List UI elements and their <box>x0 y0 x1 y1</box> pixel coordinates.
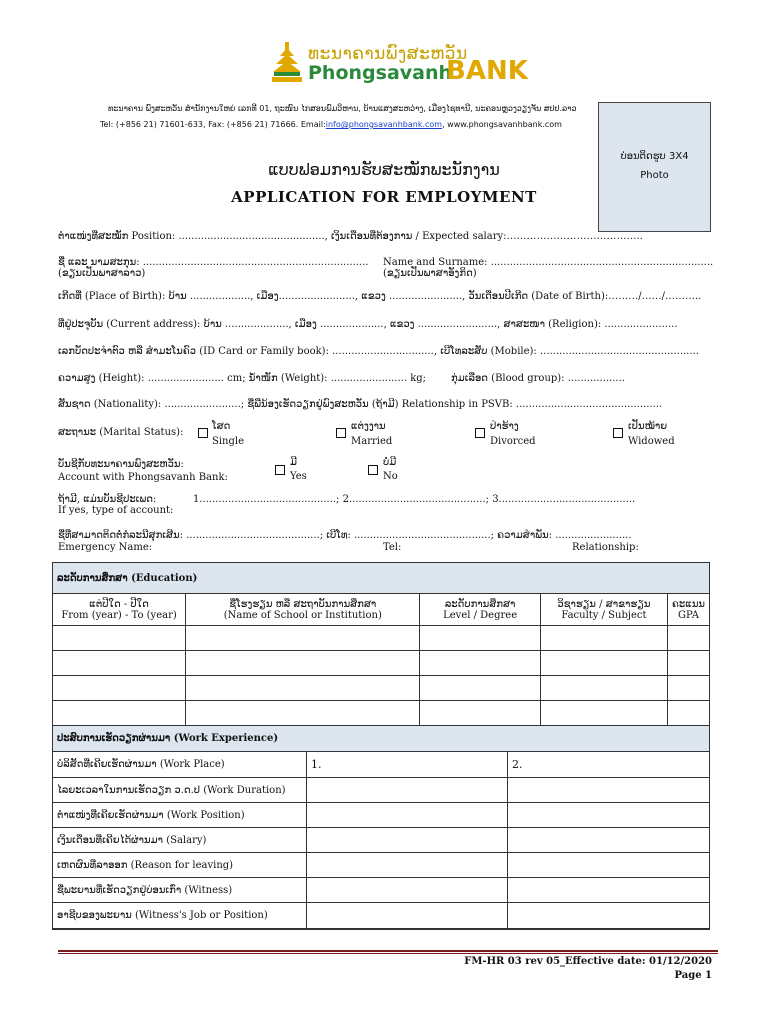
birth-field[interactable]: ເກີດທີ່ (Place of Birth): ບ້ານ ..................., ເມືອງ........................, ແຂວງ ......................., ວັນເດືອນປີເກີດ (Date of Birth):………/……/……….. <box>58 291 702 302</box>
work-cell[interactable] <box>307 878 508 903</box>
education-cell[interactable] <box>186 651 420 676</box>
education-cell[interactable] <box>420 676 540 701</box>
education-header-row <box>53 594 710 626</box>
contact-line <box>100 120 562 129</box>
email-link[interactable]: info@phongsavanhbank.com <box>325 120 443 129</box>
account-yes-lao: ມີ <box>290 457 298 468</box>
work-cell[interactable] <box>508 853 710 878</box>
work-row <box>53 878 710 903</box>
marital-single-lao: ໂສດ <box>212 421 231 432</box>
education-cell[interactable] <box>420 701 540 726</box>
work-cell[interactable] <box>508 803 710 828</box>
account-type-en: If yes, type of account: <box>58 505 174 516</box>
education-heading: ລະດັບການສຶກສາ (Education) <box>53 563 710 594</box>
idcard-field[interactable]: ເລກບັດປະຈຳຕົວ ຫລື ສຳມະໂນຄົວ (ID Card or Family book): ................................, ເບີໂທລະສັບ (Mobile): .................................................. <box>58 346 699 357</box>
education-col-level <box>420 594 540 626</box>
education-cell[interactable] <box>540 676 667 701</box>
col-year-en: From (year) - To (year) <box>61 609 177 621</box>
work-row <box>53 752 710 778</box>
col-level-lao: ລະດັບການສຶກສາ <box>444 598 516 610</box>
education-row <box>53 676 710 701</box>
work-table <box>52 725 710 929</box>
name-en-field[interactable]: Name and Surname: ...................................................................... <box>383 257 714 268</box>
emergency-relationship-en: Relationship: <box>572 542 639 553</box>
account-type-list[interactable]: 1...........................................; 2...........................................; 3........................................... <box>193 494 636 505</box>
work-col-1[interactable] <box>307 752 508 778</box>
education-col-gpa <box>668 594 710 626</box>
work-row-label: ບໍລິສັດທີ່ເຄີຍເຮັດຜ່ານມາ (Work Place) <box>53 752 307 778</box>
account-yes-checkbox[interactable] <box>275 465 285 475</box>
logo-lao-text: ທະນາຄານພົງສະຫວັນ <box>308 44 468 64</box>
education-table <box>52 562 710 726</box>
marital-married-checkbox[interactable] <box>336 428 346 438</box>
name-en-note: (ຂຽນເປັນພາສາອັງກິດ) <box>383 268 477 279</box>
education-col-school <box>186 594 420 626</box>
marital-widowed-checkbox[interactable] <box>613 428 623 438</box>
bank-logo-icon <box>270 42 304 84</box>
marital-widowed-en: Widowed <box>628 436 675 447</box>
contact-suffix: , www.phongsavanhbank.com <box>442 120 562 129</box>
col-year-lao: ແຕ່ປີໃດ - ປີໃດ <box>89 598 149 610</box>
education-cell[interactable] <box>53 676 186 701</box>
marital-single-en: Single <box>212 436 245 447</box>
work-cell[interactable] <box>307 803 508 828</box>
education-cell[interactable] <box>540 626 667 651</box>
work-cell[interactable] <box>508 903 710 929</box>
name-lao-note: (ຂຽນເປັນພາສາລາວ) <box>58 268 146 279</box>
account-label-en: Account with Phongsavanh Bank: <box>58 472 228 483</box>
photo-label-en: Photo <box>640 170 669 181</box>
account-type-lao: ຖ້າມີ, ແມ່ນບັນຊີປະເພດ: <box>58 494 157 505</box>
work-row <box>53 828 710 853</box>
education-cell[interactable] <box>186 701 420 726</box>
col-level-en: Level / Degree <box>443 609 518 621</box>
col-gpa-en: GPA <box>678 609 700 621</box>
marital-divorced-checkbox[interactable] <box>475 428 485 438</box>
work-row <box>53 903 710 929</box>
col-school-en: (Name of School or Institution) <box>223 609 382 621</box>
work-row-label: ເຫດຜົນທີ່ລາອອກ (Reason for leaving) <box>53 853 307 878</box>
education-cell[interactable] <box>186 626 420 651</box>
education-cell[interactable] <box>186 676 420 701</box>
emergency-tel-en: Tel: <box>383 542 402 553</box>
work-row <box>53 778 710 803</box>
work-cell[interactable] <box>307 778 508 803</box>
education-col-year <box>53 594 186 626</box>
form-title-en: APPLICATION FOR EMPLOYMENT <box>231 188 537 206</box>
education-cell[interactable] <box>420 626 540 651</box>
name-lao-field[interactable]: ຊື່ ແລະ ນາມສະກຸນ: ....................................................................... <box>58 257 369 268</box>
blood-group-field[interactable]: ກຸ່ມເລືອດ (Blood group): .................. <box>451 373 625 384</box>
work-row-label: ຕຳແໜ່ງທີ່ເຄີຍເຮັດຜ່ານມາ (Work Position) <box>53 803 307 828</box>
account-label-lao: ບັນຊີກັບທະນາຄານພົງສະຫວັນ: <box>58 459 184 470</box>
col-faculty-lao: ວິຊາຮຽນ / ສາຂາຮຽນ <box>557 598 651 610</box>
account-no-lao: ບໍ່ມີ <box>383 457 397 468</box>
work-cell[interactable] <box>508 778 710 803</box>
work-row-label: ອາຊີບຂອງພະຍານ (Witness's Job or Position) <box>53 903 307 929</box>
col-school-lao: ຊື່ໂຮງຮຽນ ຫລື ສະຖາບັນການສຶກສາ <box>229 598 377 610</box>
work-col-2-label: 2. <box>512 758 523 771</box>
logo-name-text: Phongsavanh <box>308 62 453 84</box>
position-field[interactable]: ຕຳແໜ່ງທີ່ສະໝັກ Position: .............................................., ເງິນເດືອນທີ່ຕ້ອງການ / Expected salary:………………………………….. <box>58 231 643 242</box>
work-row-label: ຊື່ພະຍານທີ່ເຮັດວຽກຢູ່ບ່ອນເກົ່າ (Witness) <box>53 878 307 903</box>
education-cell[interactable] <box>53 701 186 726</box>
education-cell[interactable] <box>540 651 667 676</box>
form-title-lao: ແບບຟອມການຮັບສະໝັກພະນັກງານ <box>268 160 500 179</box>
work-cell[interactable] <box>307 853 508 878</box>
education-cell[interactable] <box>668 676 710 701</box>
education-cell[interactable] <box>53 626 186 651</box>
address-field[interactable]: ທີ່ຢູ່ປະຈຸບັນ (Current address): ບ້ານ ...................., ເມືອງ ...................., ແຂວງ ........................., ສາສະໜາ (Religion): ....................... <box>58 319 678 330</box>
contact-prefix: Tel: (+856 21) 71601-633, Fax: (+856 21) 71666. Email: <box>100 120 326 129</box>
work-row <box>53 803 710 828</box>
marital-divorced-lao: ປ່າຮ້າງ <box>490 421 519 432</box>
marital-label: ສະຖານະ (Marital Status): <box>58 427 184 438</box>
work-col-1-label: 1. <box>311 758 322 771</box>
education-cell[interactable] <box>540 701 667 726</box>
footer-rule-thin <box>58 953 718 954</box>
marital-widowed-lao: ເປັນໝ້າຍ <box>628 421 668 432</box>
education-cell[interactable] <box>420 651 540 676</box>
education-cell[interactable] <box>668 651 710 676</box>
address-line: ທະນາຄານ ພົງສະຫວັນ ສຳນັກງານໃຫຍ່ ເລກທີ 01, ຖະໜົນ ໄກສອນພົມວິຫານ, ບ້ານແສງສະຫວ່າງ, ເມືອງໄຊທານີ, ນະຄອນຫຼວງວຽງຈັນ ສປປ.ລາວ <box>108 104 577 113</box>
col-gpa-lao: ຄະແນນ <box>672 598 705 610</box>
work-cell[interactable] <box>508 878 710 903</box>
marital-divorced-en: Divorced <box>490 436 536 447</box>
page-number: Page 1 <box>674 970 712 981</box>
form-code: FM-HR 03 rev 05_Effective date: 01/12/2020 <box>464 956 712 967</box>
education-row <box>53 626 710 651</box>
work-heading: ປະສົບການເຮັດວຽກຜ່ານມາ (Work Experience) <box>53 726 710 752</box>
emergency-field[interactable]: ຊື່ທີ່ສາມາດຕິດຕໍ່ກໍລະນີສຸກເສີນ: ..........................................; ເບີໂທ: ...........................................; ຄວາມສຳພັນ: ........................ <box>58 530 632 541</box>
marital-married-lao: ແຕ່ງງານ <box>351 421 386 432</box>
education-cell[interactable] <box>53 651 186 676</box>
account-yes-en: Yes <box>290 471 307 482</box>
education-cell[interactable] <box>668 701 710 726</box>
education-col-faculty <box>540 594 667 626</box>
photo-label-lao: ບ່ອນຕິດຮູບ 3X4 <box>620 151 689 162</box>
work-row-label: ໄລຍະເວລາໃນການເຮັດວຽກ ວ.ດ.ປ (Work Duration) <box>53 778 307 803</box>
account-no-en: No <box>383 471 398 482</box>
col-faculty-en: Faculty / Subject <box>561 609 647 621</box>
work-cell[interactable] <box>508 828 710 853</box>
marital-single-checkbox[interactable] <box>198 428 208 438</box>
work-row <box>53 853 710 878</box>
nationality-field[interactable]: ສັນຊາດ (Nationality): ........................; ຊື່ພີ່ນ້ອງເຮັດວຽກຢູ່ພົງສະຫວັນ (ຖ້າມີ) Relationship in PSVB: .............................................. <box>58 399 663 410</box>
account-no-checkbox[interactable] <box>368 465 378 475</box>
logo-bank-text: BANK <box>446 56 528 86</box>
footer-rule <box>58 950 718 952</box>
education-row <box>53 701 710 726</box>
height-weight-field[interactable]: ຄວາມສູງ (Height): ........................ cm; ນ້ຳໜັກ (Weight): ........................ kg; <box>58 373 427 384</box>
work-row-label: ເງິນເດືອນທີ່ເຄີຍໄດ້ຜ່ານມາ (Salary) <box>53 828 307 853</box>
work-cell[interactable] <box>307 903 508 929</box>
work-col-2[interactable] <box>508 752 710 778</box>
education-row <box>53 651 710 676</box>
marital-married-en: Married <box>351 436 393 447</box>
emergency-name-en: Emergency Name: <box>58 542 153 553</box>
education-cell[interactable] <box>668 626 710 651</box>
work-cell[interactable] <box>307 828 508 853</box>
